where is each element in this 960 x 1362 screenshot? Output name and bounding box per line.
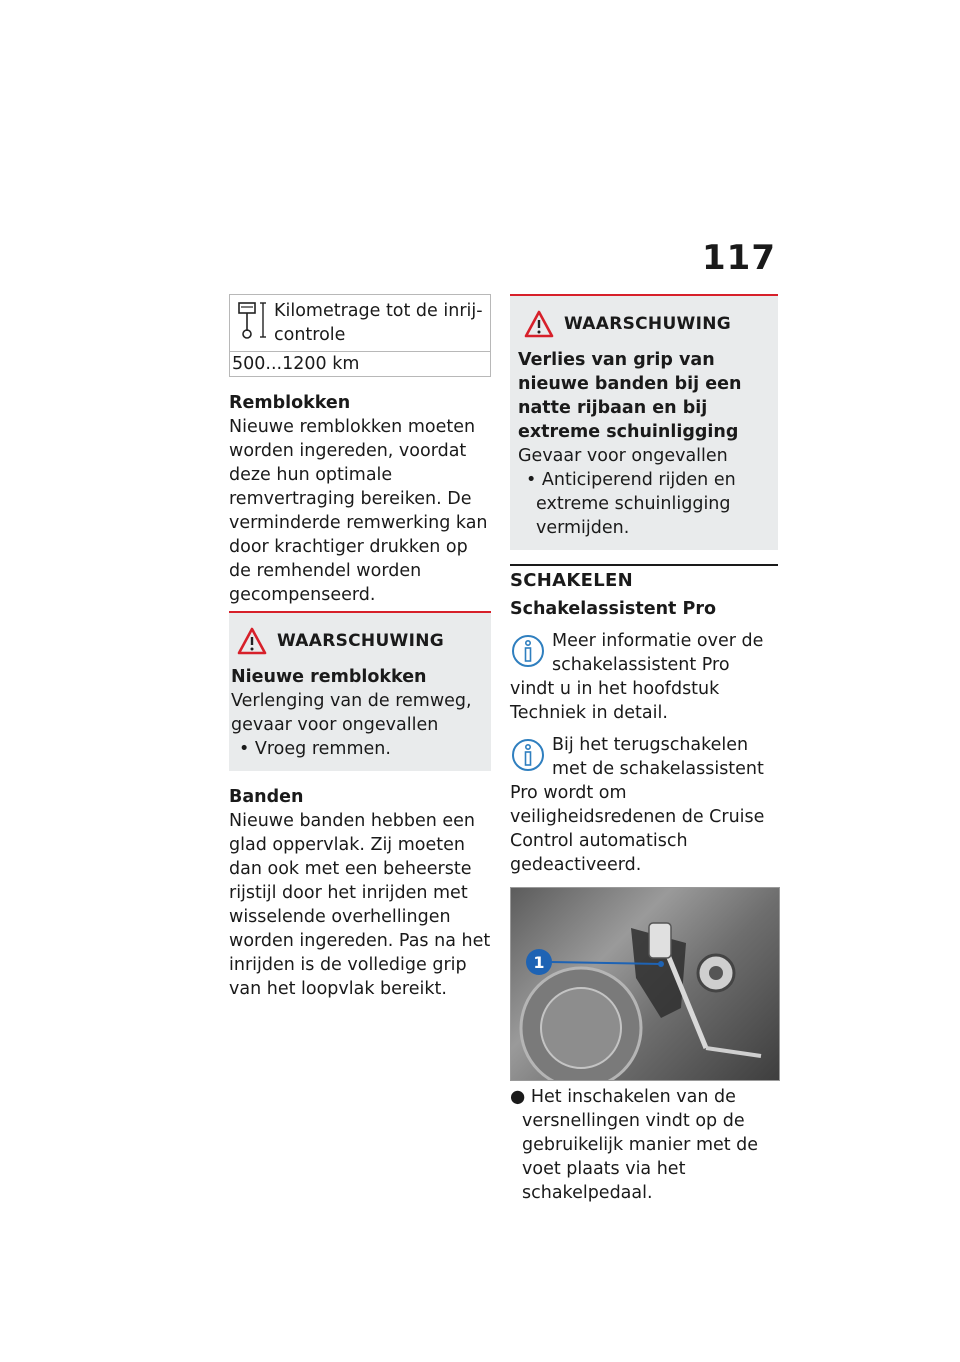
warning-bullet: • Vroeg remmen. bbox=[239, 739, 391, 759]
warning-title-row bbox=[518, 310, 772, 338]
warning-triangle-icon bbox=[237, 627, 267, 655]
info-icon bbox=[510, 737, 546, 777]
right-column bbox=[510, 294, 778, 1205]
info-text-2: Bij het terugschakelen met de schakelassistent Pro wordt om veiligheidsredenen de Cruise Control automatisch gedeactiveerd. bbox=[510, 735, 765, 875]
spec-value: 500...1200 km bbox=[232, 354, 360, 374]
section-shifting bbox=[510, 564, 778, 1205]
brakes-text: Nieuwe remblokken moeten worden ingereden, voordat deze hun optimale remvertraging bereiken. De verminderde remwerking kan door krachtiger drukken op de remhendel worden gecompenseerd. bbox=[229, 417, 488, 605]
warning-bullet: • Anticiperend rijden en extreme schuinligging vermijden. bbox=[526, 470, 736, 538]
warning-title: WAARSCHUWING bbox=[277, 631, 445, 651]
piston-distance-icon bbox=[236, 299, 270, 343]
spec-header bbox=[230, 295, 490, 352]
warning-bullet-text: Vroeg remmen. bbox=[254, 739, 391, 759]
tyres-text: Nieuwe banden hebben een glad oppervlak. Zij moeten dan ook met een beheerste rijstijl door het inrijden met wisselende overhellingen worden ingereden. Pas na het inrijden is de volledige grip van het loopvlak bereikt. bbox=[229, 811, 491, 999]
warning-heading: Verlies van grip van nieuwe banden bij een natte rijbaan en bij extreme schuinligging bbox=[518, 350, 742, 442]
shift-lever-photo bbox=[510, 887, 780, 1081]
spec-label: Kilometrage tot de inrij-controle bbox=[274, 301, 483, 345]
page-number: 117 bbox=[702, 238, 776, 278]
spec-box bbox=[229, 294, 491, 377]
tyres-heading: Banden bbox=[229, 787, 304, 807]
left-column bbox=[229, 294, 491, 1001]
info-text-1: Meer informatie over de schakelassistent Pro vindt u in het hoofdstuk Techniek in detail. bbox=[510, 631, 764, 723]
section-title: SCHAKELEN bbox=[510, 570, 633, 591]
warning-text: Gevaar voor ongevallen bbox=[518, 446, 728, 466]
warning-box-tyres bbox=[510, 294, 778, 550]
warning-triangle-icon bbox=[524, 310, 554, 338]
info-block-1 bbox=[510, 629, 778, 725]
info-icon bbox=[510, 633, 546, 673]
shift-assist-heading: Schakelassistent Pro bbox=[510, 599, 716, 619]
shift-bullet: ● Het inschakelen van de versnellingen vindt op de gebruikelijk manier met de voet plaats via het schakelpedaal. bbox=[510, 1087, 759, 1203]
brakes-heading: Remblokken bbox=[229, 393, 351, 413]
warning-bullet-text: Anticiperend rijden en extreme schuinligging vermijden. bbox=[536, 470, 736, 538]
shift-bullet-text: Het inschakelen van de versnellingen vindt op de gebruikelijk manier met de voet plaats via het schakelpedaal. bbox=[522, 1087, 759, 1203]
warning-title-row bbox=[231, 627, 485, 655]
warning-title: WAARSCHUWING bbox=[564, 314, 732, 334]
warning-text: Verlenging van de remweg, gevaar voor ongevallen bbox=[231, 691, 472, 735]
warning-heading: Nieuwe remblokken bbox=[231, 667, 427, 687]
warning-box-brakes bbox=[229, 611, 491, 771]
photo-illustration bbox=[511, 888, 779, 1080]
photo-callout-number: 1 bbox=[533, 953, 545, 972]
info-block-2 bbox=[510, 733, 778, 877]
